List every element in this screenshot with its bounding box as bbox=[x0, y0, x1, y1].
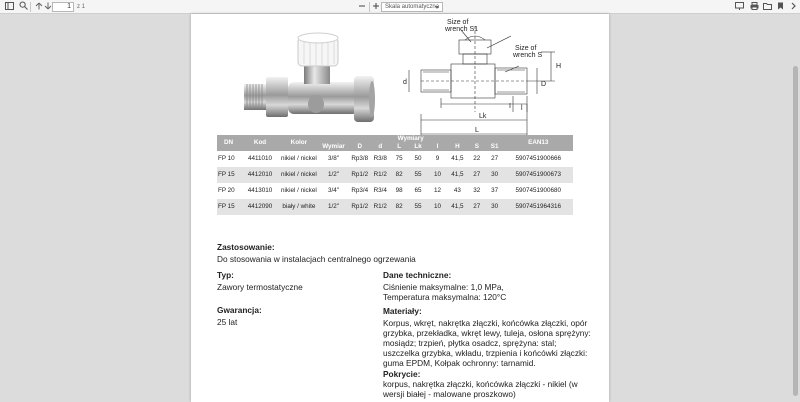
gwarancja-heading: Gwarancja: bbox=[217, 305, 262, 315]
cell-dn: FP 10 bbox=[218, 155, 235, 162]
table-row bbox=[217, 167, 573, 183]
dane-techniczne-line2: Temperatura maksymalna: 120°C bbox=[383, 292, 507, 302]
valve-technical-drawing bbox=[401, 16, 591, 140]
zastosowanie-text: Do stosowania w instalacjach centralnego ogrzewania bbox=[217, 254, 416, 264]
cell-S1: 27 bbox=[491, 155, 499, 162]
header-d: d bbox=[370, 143, 390, 151]
cell-kolor: nikiel / nickel bbox=[281, 155, 317, 162]
header-L: L bbox=[390, 143, 408, 151]
cell-kod: 4411010 bbox=[248, 155, 273, 162]
label-d: d bbox=[403, 79, 407, 86]
search-icon bbox=[19, 1, 28, 10]
zastosowanie-heading: Zastosowanie: bbox=[217, 242, 275, 252]
cell-wymiar: 3/8" bbox=[328, 155, 340, 162]
cell-kod: 4412010 bbox=[240, 167, 280, 183]
cell-S1: 37 bbox=[491, 187, 499, 194]
toolbar-separator bbox=[30, 2, 31, 12]
cell-Lk: 55 bbox=[408, 199, 428, 215]
cell-D: Rp1/2 bbox=[349, 167, 370, 183]
cell-L: 82 bbox=[390, 199, 408, 215]
cell-S: 27 bbox=[468, 199, 486, 215]
label-I: I bbox=[509, 103, 511, 110]
header-Lk: Lk bbox=[408, 143, 428, 151]
pdf-toolbar bbox=[0, 0, 800, 14]
scrollbar-thumb[interactable] bbox=[793, 66, 798, 396]
cell-L: 75 bbox=[395, 155, 403, 162]
cell-ean: 5907451900666 bbox=[515, 155, 562, 162]
cell-l: 10 bbox=[428, 167, 447, 183]
pdf-page bbox=[191, 14, 609, 402]
page-count-label: z 1 bbox=[77, 4, 86, 10]
cell-L: 98 bbox=[395, 187, 403, 194]
zoom-out-icon bbox=[358, 2, 366, 10]
header-wymiary: Wymiary bbox=[318, 135, 504, 143]
header-S1: S1 bbox=[486, 143, 504, 151]
pokrycie-heading: Pokrycie: bbox=[383, 369, 421, 379]
cell-wymiar: 1/2" bbox=[318, 167, 350, 183]
zoom-select[interactable]: Skala automatyczna bbox=[381, 2, 443, 12]
cell-d: R3/8 bbox=[373, 155, 387, 162]
chevron-right-icon bbox=[790, 2, 797, 10]
cell-d: R3/4 bbox=[373, 187, 387, 194]
cell-D: Rp3/4 bbox=[351, 187, 369, 194]
pokrycie-text: korpus, nakrętka złączki, końcówka złączki - nikiel (w wersji białej - malowane proszkowo) bbox=[383, 379, 578, 399]
cell-l: 10 bbox=[428, 199, 447, 215]
zoom-in-icon bbox=[372, 2, 380, 10]
table-row bbox=[217, 151, 573, 167]
cell-H: 41,5 bbox=[451, 155, 464, 162]
cell-wymiar: 1/2" bbox=[318, 199, 350, 215]
valve-product-image bbox=[236, 24, 381, 142]
cell-wymiar: 3/4" bbox=[328, 187, 340, 194]
cell-ean: 5907451900673 bbox=[504, 167, 573, 183]
materialy-heading: Materiały: bbox=[383, 306, 422, 316]
tools-button[interactable] bbox=[787, 1, 800, 13]
cell-dn: FP 15 bbox=[217, 199, 240, 215]
header-S: S bbox=[468, 143, 486, 151]
header-H: H bbox=[447, 143, 468, 151]
label-size-s1-line2: wrench S1 bbox=[445, 26, 479, 33]
sidebar-toggle-button[interactable] bbox=[3, 1, 16, 13]
header-D: D bbox=[349, 143, 370, 151]
header-kod: Kod bbox=[240, 135, 280, 151]
cell-D: Rp3/8 bbox=[351, 155, 369, 162]
cell-S1: 30 bbox=[486, 199, 504, 215]
label-l: l bbox=[521, 105, 523, 112]
dane-techniczne-heading: Dane techniczne: bbox=[383, 270, 452, 280]
cell-kod: 4413010 bbox=[247, 187, 273, 194]
cell-S: 32 bbox=[473, 187, 481, 194]
header-kolor: Kolor bbox=[280, 135, 318, 151]
label-Lk: Lk bbox=[479, 113, 487, 120]
typ-heading: Typ: bbox=[217, 270, 234, 280]
page-number-input[interactable]: 1 bbox=[52, 2, 74, 12]
header-l: l bbox=[428, 143, 447, 151]
table-row bbox=[217, 199, 573, 215]
bookmark-icon bbox=[777, 2, 784, 10]
cell-H: 41,5 bbox=[447, 199, 468, 215]
vertical-scrollbar[interactable] bbox=[793, 16, 798, 400]
dane-techniczne-line1: Ciśnienie maksymalne: 1,0 MPa, bbox=[383, 282, 504, 292]
print-button[interactable] bbox=[748, 1, 761, 13]
cell-S1: 30 bbox=[486, 167, 504, 183]
cell-Lk: 55 bbox=[408, 167, 428, 183]
label-L: L bbox=[475, 127, 479, 134]
gwarancja-text: 25 lat bbox=[217, 317, 238, 327]
cell-ean: 5907451964316 bbox=[504, 199, 573, 215]
sidebar-icon bbox=[5, 2, 14, 10]
label-D: D bbox=[541, 81, 547, 88]
cell-dn: FP 15 bbox=[217, 167, 240, 183]
cell-kolor: biały / white bbox=[280, 199, 318, 215]
header-wymiar: Wymiar bbox=[318, 143, 350, 151]
cell-H: 41,5 bbox=[447, 167, 468, 183]
cell-d: R1/2 bbox=[370, 199, 390, 215]
print-icon bbox=[750, 2, 759, 10]
save-icon bbox=[763, 2, 772, 10]
label-H: H bbox=[556, 63, 562, 70]
typ-text: Zawory termostatyczne bbox=[217, 282, 303, 292]
cell-Lk: 65 bbox=[414, 187, 422, 194]
cell-kolor: nikiel / nickel bbox=[281, 187, 317, 194]
cell-S: 27 bbox=[468, 167, 486, 183]
arrow-down-icon bbox=[44, 2, 52, 10]
label-size-s-line1: Size of bbox=[515, 45, 537, 52]
cell-ean: 5907451900680 bbox=[515, 187, 562, 194]
cell-l: 9 bbox=[435, 155, 440, 162]
header-dn: DN bbox=[217, 135, 240, 151]
cell-D: Rp1/2 bbox=[349, 199, 370, 215]
bookmark-button[interactable] bbox=[774, 1, 787, 13]
label-size-s-line2: wrench S bbox=[513, 52, 543, 59]
materialy-text: Korpus, wkręt, nakrętka złączki, końcówka złączki, opór grzybka, przekładka, wkręt lewy, tuleja, osłona sprężyny: mosiądz; trzpień, płytka osadcz, sprężyna: stal; uszczelka grzybka, wkładu, trzpienia i końcówki złączki: guma EPDM, Kołpak ochronny: tarnamid. bbox=[383, 318, 591, 368]
cell-dn: FP 20 bbox=[218, 187, 235, 194]
cell-L: 82 bbox=[390, 167, 408, 183]
cell-l: 12 bbox=[433, 187, 441, 194]
cell-d: R1/2 bbox=[370, 167, 390, 183]
cell-H: 43 bbox=[453, 187, 461, 194]
header-ean: EAN13 bbox=[504, 135, 573, 151]
spec-table bbox=[217, 135, 573, 215]
presentation-icon bbox=[735, 2, 744, 10]
label-size-s1-line1: Size of bbox=[447, 19, 469, 26]
presentation-mode-button[interactable] bbox=[733, 1, 746, 13]
cell-kolor: nikiel / nickel bbox=[280, 167, 318, 183]
cell-Lk: 50 bbox=[414, 155, 422, 162]
table-row bbox=[217, 183, 573, 199]
zoom-out-button[interactable] bbox=[355, 1, 368, 13]
find-button[interactable] bbox=[17, 1, 30, 13]
cell-S: 22 bbox=[473, 155, 481, 162]
save-button[interactable] bbox=[761, 1, 774, 13]
cell-kod: 4412090 bbox=[240, 199, 280, 215]
